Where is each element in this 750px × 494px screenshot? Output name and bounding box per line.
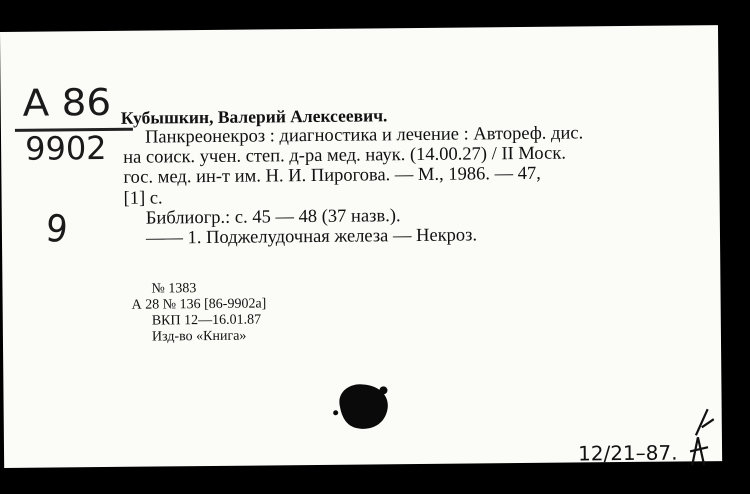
registration-number: А 28 № 136 [86-9902а] (131, 296, 267, 313)
bibliography-note: Библиогр.: с. 45 — 48 (37 назв.). (145, 206, 401, 229)
handwritten-mark: 9 (43, 206, 70, 253)
signature-text: 12/21–87. (577, 440, 678, 466)
description-line: [1] с. (123, 188, 163, 209)
vkp-number: ВКП 12—16.01.87 (151, 312, 262, 329)
handwritten-signature (576, 407, 723, 468)
description-line: гос. мед. ин-т им. Н. И. Пирогова. — М., 1986. — 47, (123, 163, 541, 188)
subject-heading: —— 1. Поджелудочная железа — Некроз. (145, 225, 478, 249)
publisher-note: Изд-во «Книга» (151, 328, 247, 345)
author-heading: Кубышкин, Валерий Алексеевич. (120, 105, 388, 128)
shelf-mark-top: A 86 (22, 80, 112, 125)
ink-blot (331, 380, 391, 433)
catalog-card (0, 25, 722, 468)
description-line: Панкреонекроз : диагностика и лечение : Автореф. дис. (144, 123, 584, 148)
description-line: на соиск. учен. степ. д-ра мед. наук. (14.00.27) / II Моск. (123, 143, 567, 168)
card-number: № 1383 (151, 281, 197, 297)
shelf-mark-bottom: 9902 (24, 128, 107, 168)
